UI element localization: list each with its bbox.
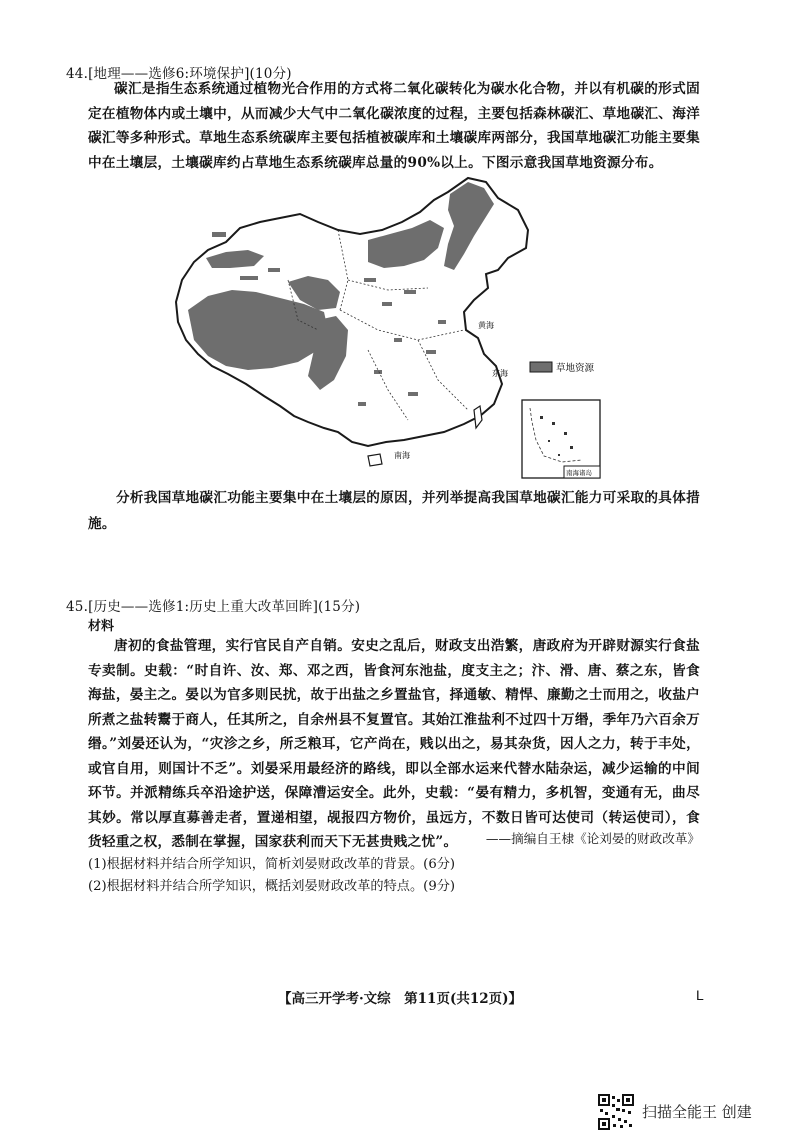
question-44-passage: 碳汇是指生态系统通过植物光合作用的方式将二氧化碳转化为碳水化合物，并以有机碳的形式固定在植物体内或土壤中，从而减少大气中二氧化碳浓度的过程，主要包括森林碳汇、草地碳汇、海洋碳汇等多种形式。草地生态系统碳库主要包括植被碳库和土壤碳库两部分，我国草地碳汇功能主要集中在土壤层，土壤碳库约占草地生态系统碳库总量的90%以上。下图示意我国草地资源分布。	[88, 81, 700, 171]
hainan	[368, 454, 382, 466]
question-45-passage: 唐初的食盐管理，实行官民自产自销。安史之乱后，财政支出浩繁，唐政府为开辟财源实行食盐专卖制。史载：“时自许、汝、郑、邓之西，皆食河东池盐，度支主之；汴、滑、唐、蔡之东，皆食海盐，晏主之。晏以为官多则民扰，故于出盐之乡置盐官，择通敏、精悍、廉勤之士而用之，收盐户所煮之盐转鬻于商人，任其所之，自余州县不复置官。其始江淮盐利不过四十万缗，季年乃六百余万缗。”刘晏还认为，“灾沴之乡，所乏粮耳，它产尚在，贱以出之，易其杂货，因人之力，转于丰处，或官自用，则国计不乏”。刘晏采用最经济的路线，即以全部水运来代替水陆杂运，减少运输的中间环节。并派精练兵卒沿途护送，保障漕运安全。此外，史载：“晏有精力，多机智，变通有无，曲尽其妙。常以厚直募善走者，置递相望，觇报四方物价，虽远方，不数日皆可达使司（转运使司），食货轻重之权，悉制在掌握，国家获利而天下无甚贵贱之忧”。	[88, 638, 700, 850]
legend-label: 草地资源	[556, 363, 595, 374]
scanner-watermark: 扫描全能王 创建	[642, 1103, 752, 1121]
material-label: 材料	[88, 619, 115, 634]
page-footer: 【高三开学考·文综 第11页(共12页)】	[277, 991, 523, 1007]
source-citation: ——摘编自王棣《论刘晏的财政改革》	[485, 831, 700, 846]
legend-swatch	[530, 362, 552, 372]
sea-label-south: 南海	[394, 451, 410, 460]
question-44-title: 44.[地理——选修6:环境保护](10分)	[66, 66, 292, 82]
sub-question-1: (1)根据材料并结合所学知识，简析刘晏财政改革的背景。(6分)	[88, 857, 456, 872]
exam-version-code: L	[696, 987, 704, 1003]
china-grassland-map	[168, 170, 618, 485]
sea-label-yellow: 黄海	[478, 321, 494, 330]
question-44-prompt: 分析我国草地碳汇功能主要集中在土壤层的原因，并列举提高我国草地碳汇能力可采取的具体措施。	[88, 490, 700, 532]
question-45-title: 45.[历史——选修1:历史上重大改革回眸](15分)	[66, 599, 361, 615]
taiwan	[474, 406, 482, 428]
sea-label-east: 东海	[492, 369, 508, 378]
sub-question-2: (2)根据材料并结合所学知识，概括刘晏财政改革的特点。(9分)	[88, 879, 456, 894]
inset-label: 南海诸岛	[566, 469, 592, 477]
qr-code-icon	[598, 1094, 634, 1130]
